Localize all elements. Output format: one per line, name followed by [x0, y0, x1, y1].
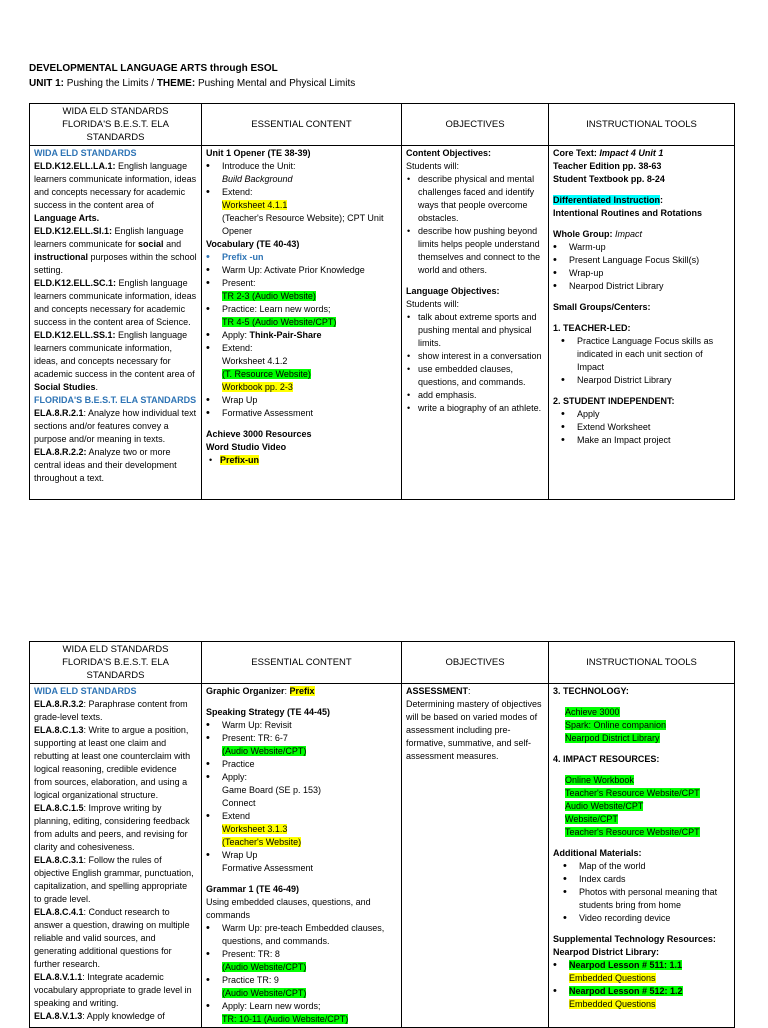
header-instructional-tools: INSTRUCTIONAL TOOLS: [549, 104, 735, 146]
list-item: • Make an Impact project: [575, 434, 730, 447]
content-objectives-heading: Content Objectives:: [406, 148, 492, 158]
wida-heading: WIDA ELD STANDARDS: [34, 686, 137, 696]
standard-r32: ELA.8.R.3.2: Paraphrase content from grade-level texts.: [34, 699, 188, 722]
online-workbook-link[interactable]: Online Workbook: [565, 775, 634, 785]
assessment-heading: ASSESSMENT: [406, 686, 469, 696]
curriculum-table-1: [29, 103, 735, 500]
list-item: • Practice TR: 9 (Audio Website/CPT): [220, 974, 397, 1000]
standard-v11: ELA.8.V.1.1: Integrate academic vocabulary appropriate to grade level in speaking and writing.: [34, 972, 192, 1008]
list-item: • Nearpod District Library: [567, 280, 730, 293]
list-item: • Practice: Learn new words; TR 4-5 (Audio Website/CPT): [220, 303, 397, 329]
standard-c41: ELA.8.C.4.1: Conduct research to answer a question, drawing on multiple reliable and valid sources, and generating additional questions for further research.: [34, 907, 190, 969]
list-item: • add emphasis.: [416, 389, 544, 402]
list-item: • Formative Assessment: [220, 407, 397, 420]
list-item: • Introduce the Unit: Build Background: [220, 160, 397, 186]
standard-r21: ELA.8.R.2.1: Analyze how individual text sections and/or features convey a purpose and/or meaning in texts.: [34, 408, 197, 444]
standard-c15: ELA.8.C.1.5: Improve writing by planning, editing, considering feedback from adults and peers, and revising for clarity and cohesiveness.: [34, 803, 190, 852]
standard-v13: ELA.8.V.1.3: Apply knowledge of: [34, 1011, 165, 1021]
list-item: • Map of the world: [577, 860, 730, 873]
list-item: • Photos with personal meaning that students bring from home: [577, 886, 730, 912]
instructional-tools-cell: 3. TECHNOLOGY: Achieve 3000 Spark: Online companion Nearpod District Library 4. IMPACT RESOURCES: Online Workbook Teacher's Resource Website/CPT Audio Website/CPT Website/CPT Teacher's Resource Website/CPT Additional Materials: • Map of the world • Index cards • Photos with personal meaning that students bring from home • Video recording device Supplemental Technology Resources: Nearpod District Library: • Nearpod Lesson # 511: 1.1 Embedded Questions • Nearpod Lesson # 512: 1.2 Embedded Questions: [549, 684, 735, 1028]
standard-c13: ELA.8.C.1.3: Write to argue a position, supporting at least one claim and rebutting at least one counterclaim with logical reasoning, credible evidence from sources, elaboration, and using a logical organizational structure.: [34, 725, 191, 800]
list-item: • Present Language Focus Skill(s): [567, 254, 730, 267]
list-item: • Extend Worksheet 3.1.3 (Teacher's Website): [220, 810, 397, 849]
list-item: • Apply: Learn new words; TR: 10-11 (Audio Website/CPT): [220, 1000, 397, 1026]
list-item: • Warm-up: [567, 241, 730, 254]
florida-heading: FLORIDA'S B.E.S.T. ELA STANDARDS: [34, 395, 197, 405]
grammar-heading: Grammar 1 (TE 46-49): [206, 884, 300, 894]
audio-link[interactable]: (Audio Website/CPT): [222, 988, 307, 998]
list-item: • Practice: [220, 758, 397, 771]
header-standards: WIDA ELD STANDARDS FLORIDA'S B.E.S.T. ELA STANDARDS: [30, 642, 202, 684]
list-item: • Practice Language Focus skills as indicated in each unit section of Impact: [575, 335, 730, 374]
nearpod-lesson-link[interactable]: Nearpod Lesson # 511: 1.1: [569, 960, 683, 970]
table-row: [30, 684, 735, 1028]
standard-ss: ELD.K12.ELL.SS.1: English language learners communicate information, ideas, and concepts necessary for academic success in the content area of Social Studies.: [34, 330, 195, 392]
header-essential-content: ESSENTIAL CONTENT: [202, 104, 402, 146]
standard-c31: ELA.8.C.3.1: Follow the rules of objective English grammar, punctuation, capitalization, and spelling appropriate to grade level.: [34, 855, 194, 904]
word-studio-heading: Word Studio Video: [206, 442, 287, 452]
workbook-link[interactable]: Workbook pp. 2-3: [222, 382, 293, 392]
worksheet-link[interactable]: Worksheet 3.1.3: [222, 824, 288, 834]
list-item: • describe physical and mental challenges faced and identify ways that people overcome obstacles.: [416, 173, 544, 225]
speaking-heading: Speaking Strategy (TE 44-45): [206, 707, 331, 717]
technology-heading: 3. TECHNOLOGY:: [553, 686, 629, 696]
header-essential-content: ESSENTIAL CONTENT: [202, 642, 402, 684]
nearpod-link[interactable]: Nearpod District Library: [565, 733, 660, 743]
list-item: • Nearpod District Library: [575, 374, 730, 387]
vocab-heading: Vocabulary (TE 40-43): [206, 239, 300, 249]
list-item: • Present: TR: 8 (Audio Website/CPT): [220, 948, 397, 974]
document-title: DEVELOPMENTAL LANGUAGE ARTS through ESOL: [29, 63, 278, 74]
list-item: • Extend: Worksheet 4.1.1 (Teacher's Resource Website); CPT Unit Opener: [220, 186, 397, 238]
prefix-organizer-link[interactable]: Prefix: [289, 686, 315, 696]
opener-heading: Unit 1 Opener (TE 38-39): [206, 148, 311, 158]
list-item: • Nearpod Lesson # 511: 1.1 Embedded Questions: [567, 959, 730, 985]
unit-line: UNIT 1: Pushing the Limits / THEME: Pushing Mental and Physical Limits: [29, 78, 356, 89]
table-row: [30, 146, 735, 500]
list-item: • Wrap Up Formative Assessment: [220, 849, 397, 875]
list-item: • Nearpod Lesson # 512: 1.2 Embedded Questions: [567, 985, 730, 1011]
document-header: [29, 61, 355, 91]
resource-link[interactable]: (T. Resource Website): [222, 369, 311, 379]
language-objectives-heading: Language Objectives:: [406, 286, 500, 296]
list-item: • Extend: Worksheet 4.1.2 (T. Resource Website) Workbook pp. 2-3: [220, 342, 397, 394]
spark-link[interactable]: Spark: Online companion: [565, 720, 667, 730]
header-objectives: OBJECTIVES: [402, 104, 549, 146]
essential-content-cell: [202, 146, 402, 500]
list-item: • Warm Up: Activate Prior Knowledge: [220, 264, 397, 277]
table-header-row: [30, 104, 735, 146]
list-item: • Present: TR 2-3 (Audio Website): [220, 277, 397, 303]
list-item: • show interest in a conversation: [416, 350, 544, 363]
table-header-row: [30, 642, 735, 684]
standard-sc: ELD.K12.ELL.SC.1: English language learners communicate information, ideas and concepts necessary for academic success in the content area of Science.: [34, 278, 197, 327]
list-item: • talk about extreme sports and pushing mental and physical limits.: [416, 311, 544, 350]
list-item: • Warm Up: Revisit: [220, 719, 397, 732]
list-item: • Present: TR: 6-7 (Audio Website/CPT): [220, 732, 397, 758]
achieve-heading: Achieve 3000 Resources: [206, 429, 312, 439]
wida-heading: WIDA ELD STANDARDS: [34, 148, 137, 158]
standards-cell: [30, 684, 202, 1028]
standard-la: ELD.K12.ELL.LA.1: English language learners communicate information, ideas and concepts necessary for academic success in the content area of Language Arts.: [34, 161, 197, 223]
list-item: • write a biography of an athlete.: [416, 402, 544, 415]
resource-link[interactable]: Teacher's Resource Website/CPT: [565, 827, 700, 837]
audio-link[interactable]: TR: 10-11 (Audio Website/CPT): [222, 1014, 349, 1024]
supplemental-heading: Supplemental Technology Resources:: [553, 934, 716, 944]
impact-resources-heading: 4. IMPACT RESOURCES:: [553, 754, 660, 764]
essential-content-cell: Graphic Organizer: Prefix Speaking Strategy (TE 44-45) • Warm Up: Revisit • Present: TR: 6-7 (Audio Website/CPT) • Practice • Apply: Game Board (SE p. 153) Connect • Extend Worksheet 3.1.3 (Teacher's Website) • Wrap Up Formative Assessment Grammar 1 (TE 46-49) Using embedded clauses, questions, and commands • Warm Up: pre-teach Embedded clauses, questions, and commands. • Present: TR: 8 (Audio Website/CPT) • Practice TR: 9 (Audio Website/CPT) • Apply: Learn new words; TR: 10-11 (Audio Website/CPT): [202, 684, 402, 1028]
instructional-tools-cell: Core Text: Impact 4 Unit 1 Teacher Edition pp. 38-63 Student Textbook pp. 8-24 Differentiated Instruction: Intentional Routines and Rotations Whole Group: Impact • Warm-up • Present Language Focus Skill(s) • Wrap-up • Nearpod District Library Small Groups/Centers: 1. TEACHER-LED: • Practice Language Focus skills as indicated in each unit section of Impact • Nearpod District Library 2. STUDENT INDEPENDENT: • Apply • Extend Worksheet • Make an Impact project: [549, 146, 735, 500]
additional-materials-heading: Additional Materials:: [553, 848, 642, 858]
audio-link[interactable]: (Audio Website/CPT): [222, 962, 307, 972]
header-instructional-tools: INSTRUCTIONAL TOOLS: [549, 642, 735, 684]
list-item: • Wrap Up: [220, 394, 397, 407]
standard-si: ELD.K12.ELL.SI.1: English language learners communicate for social and instructional purposes within the school setting.: [34, 226, 197, 275]
header-standards: WIDA ELD STANDARDS FLORIDA'S B.E.S.T. ELA STANDARDS: [30, 104, 202, 146]
list-item: • Apply: [575, 408, 730, 421]
list-item: • Prefix -un: [220, 251, 397, 264]
list-item: • Warm Up: pre-teach Embedded clauses, questions, and commands.: [220, 922, 397, 948]
list-item: • Video recording device: [577, 912, 730, 925]
list-item: • Extend Worksheet: [575, 421, 730, 434]
audio-link[interactable]: Audio Website/CPT: [565, 801, 644, 811]
resource-link[interactable]: Teacher's Resource Website/CPT: [565, 788, 700, 798]
list-item: • Wrap-up: [567, 267, 730, 280]
website-link[interactable]: Website/CPT: [565, 814, 618, 824]
audio-link[interactable]: TR 2-3 (Audio Website): [222, 291, 316, 301]
list-item: • Apply: Game Board (SE p. 153) Connect: [220, 771, 397, 810]
list-item: • describe how pushing beyond limits helps people understand themselves and connect to the world and others.: [416, 225, 544, 277]
header-objectives: OBJECTIVES: [402, 642, 549, 684]
objectives-cell: ASSESSMENT: Determining mastery of objectives will be based on varied modes of assessment including pre-formative, summative, and self-assessment measures.: [402, 684, 549, 1028]
differentiated-instruction-label: Differentiated Instruction: [553, 195, 661, 205]
list-item: • use embedded clauses, questions, and commands.: [416, 363, 544, 389]
worksheet-link[interactable]: Worksheet 4.1.1: [222, 200, 288, 210]
prefix-un-link[interactable]: Prefix-un: [220, 455, 260, 465]
audio-link[interactable]: (Audio Website/CPT): [222, 746, 307, 756]
list-item: • Index cards: [577, 873, 730, 886]
standard-r22: ELA.8.R.2.2: Analyze two or more central ideas and their development throughout a text.: [34, 447, 177, 483]
audio-link[interactable]: TR 4-5 (Audio Website/CPT): [222, 317, 337, 327]
objectives-cell: Content Objectives: Students will: • describe physical and mental challenges faced and identify ways that people overcome obstacles. • describe how pushing beyond limits helps people understand themselves and connect to the world and others. Language Objectives: Students will: • talk about extreme sports and pushing mental and physical limits. • show interest in a conversation • use embedded clauses, questions, and commands. • add emphasis. • write a biography of an athlete.: [402, 146, 549, 500]
list-item: [218, 454, 397, 467]
achieve-link[interactable]: Achieve 3000: [565, 707, 620, 717]
standards-cell: [30, 146, 202, 500]
nearpod-lesson-link[interactable]: Nearpod Lesson # 512: 1.2: [569, 986, 683, 996]
list-item: • Apply: Think-Pair-Share: [220, 329, 397, 342]
curriculum-table-2: [29, 641, 735, 1028]
teacher-website-link[interactable]: (Teacher's Website): [222, 837, 302, 847]
